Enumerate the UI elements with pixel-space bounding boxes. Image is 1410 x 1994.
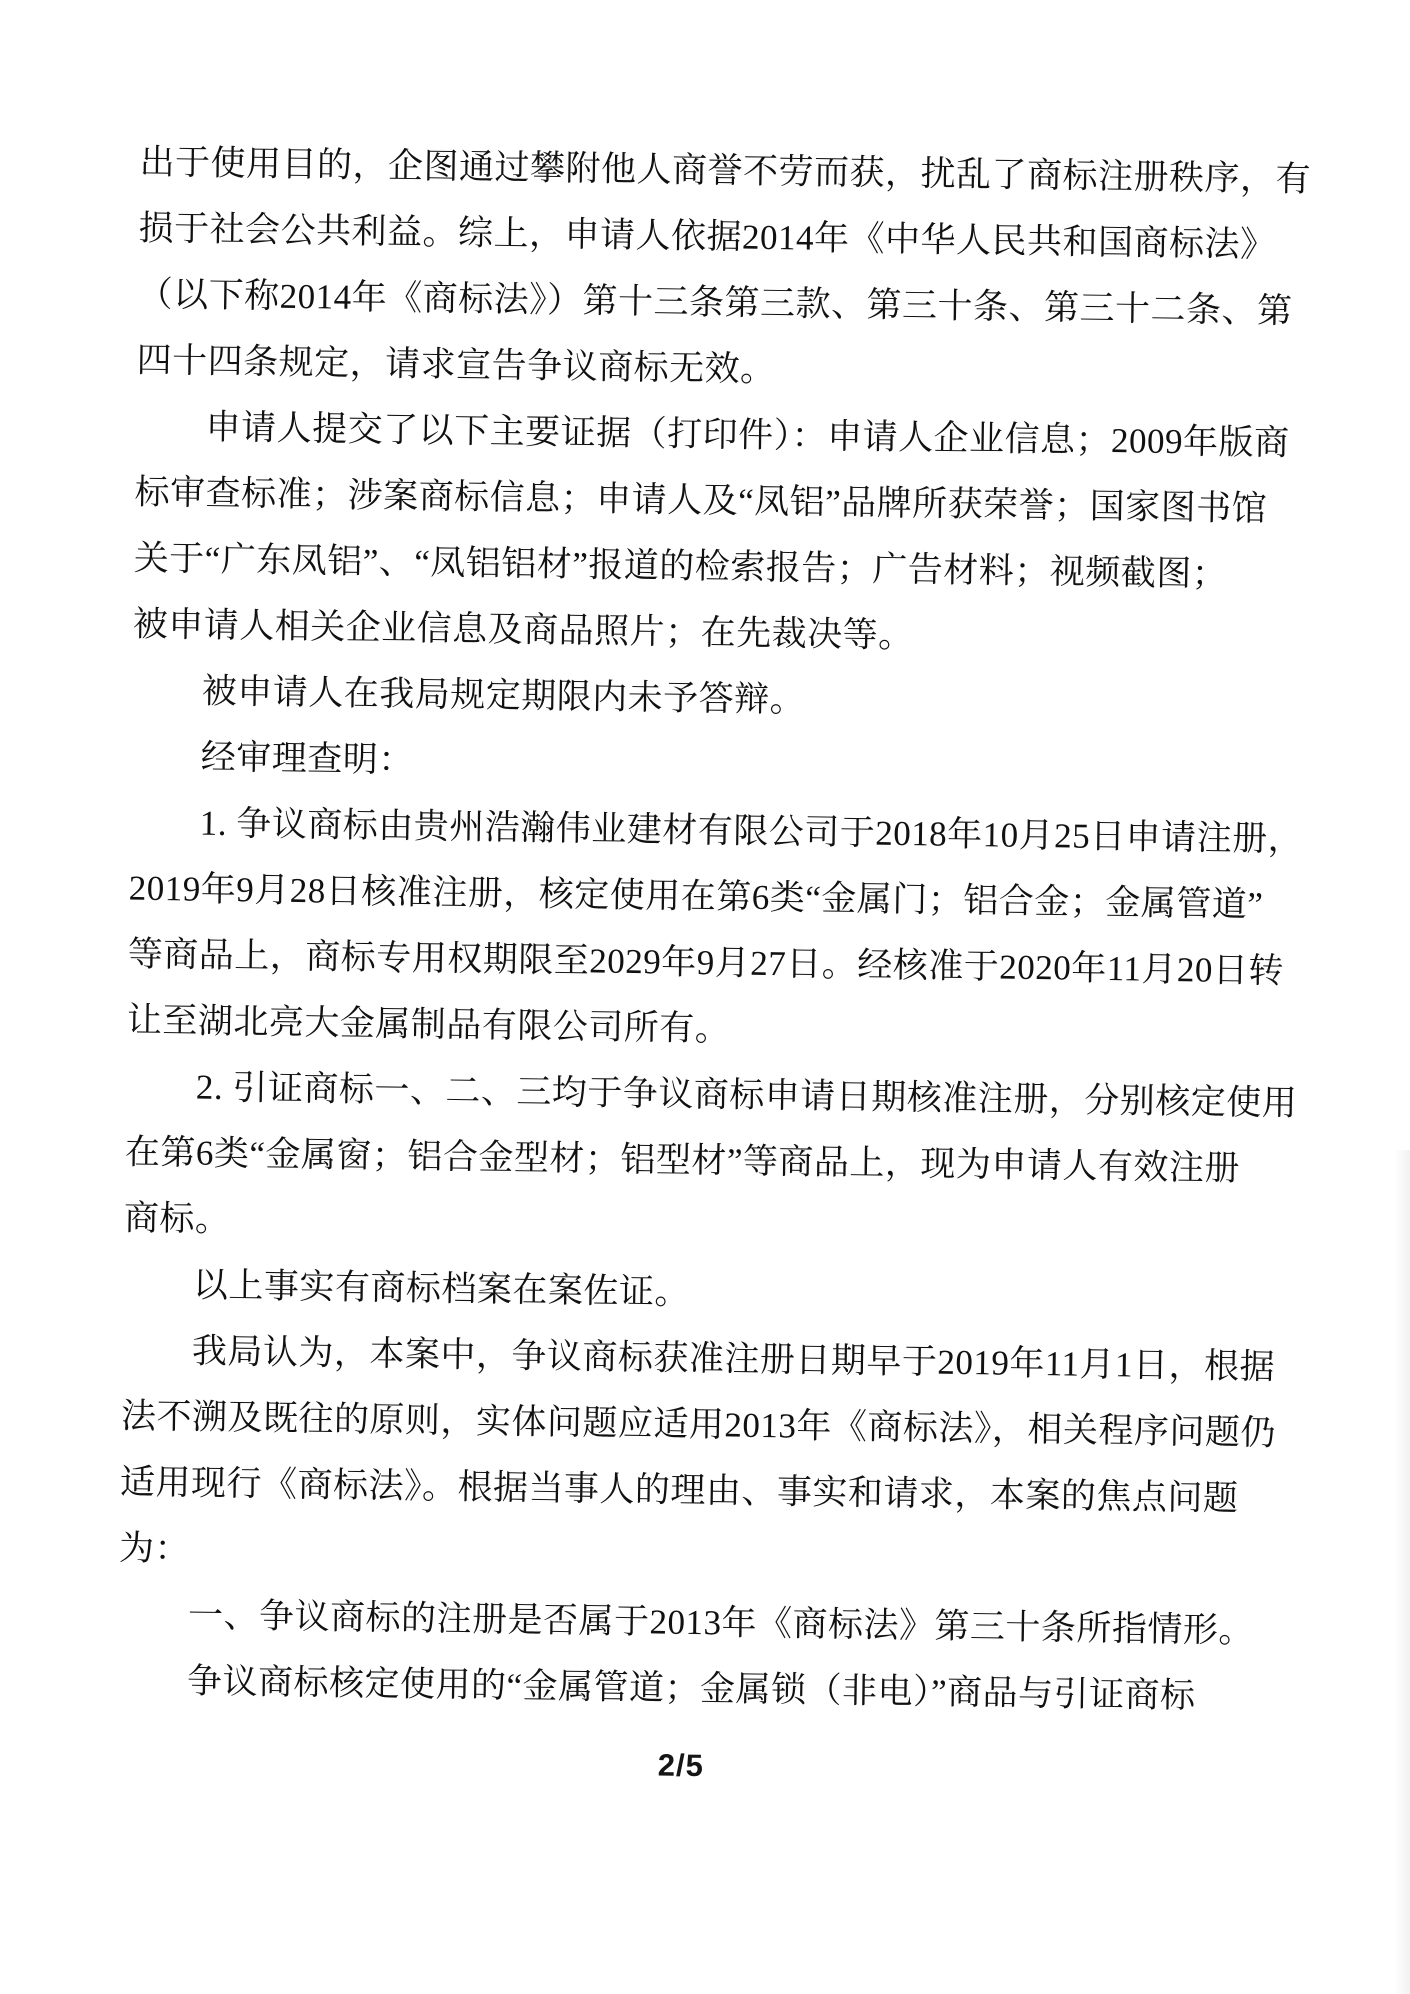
scan-artifact — [1394, 1150, 1410, 1994]
text-line: 商标。 — [123, 1198, 231, 1240]
text-line: 以上事实有商标档案在案佐证。 — [192, 1265, 691, 1312]
text-line: 适用现行《商标法》。根据当事人的理由、事实和请求，本案的焦点问题 — [119, 1462, 1239, 1519]
text-line: 在第6类“金属窗；铝合金型材；铝型材”等商品上，现为申请人有效注册 — [124, 1132, 1241, 1189]
page-number: 2/5 — [657, 1747, 705, 1784]
text-line: 出于使用目的，企图通过攀附他人商誉不劳而获，扰乱了商标注册秩序，有 — [139, 142, 1312, 199]
text-line: 2019年9月28日核准注册，核定使用在第6类“金属门；铝合金；金属管道” — [128, 868, 1264, 925]
text-line: 让至湖北亮大金属制品有限公司所有。 — [126, 1000, 731, 1049]
text-line: 2. 引证商标一、二、三均于争议商标申请日期核准注册，分别核定使用 — [195, 1067, 1298, 1123]
text-line: 被申请人在我局规定期限内未予答辩。 — [201, 671, 806, 720]
text-line: 经审理查明： — [200, 737, 415, 780]
text-line: 等商品上，商标专用权期限至2029年9月27日。经核准于2020年11月20日转 — [127, 934, 1285, 991]
text-line: 争议商标核定使用的“金属管道；金属锁（非电）”商品与引证商标 — [186, 1661, 1196, 1716]
text-line: 四十四条规定，请求宣告争议商标无效。 — [136, 340, 776, 390]
text-line: 1. 争议商标由贵州浩瀚伟业建材有限公司于2018年10月25日申请注册， — [199, 803, 1304, 859]
text-line: 一、争议商标的注册是否属于2013年《商标法》第三十条所指情形。 — [187, 1595, 1255, 1651]
document-lines — [117, 130, 1310, 1731]
text-line: 关于“广东凤铝”、“凤铝铝材”报道的检索报告；广告材料；视频截图； — [133, 538, 1228, 594]
text-line: （以下称2014年《商标法》）第十三条第三款、第三十条、第三十二条、第 — [137, 274, 1293, 331]
text-line: 被申请人相关企业信息及商品照片；在先裁决等。 — [132, 604, 914, 656]
text-line: 为： — [118, 1528, 191, 1569]
text-line: 我局认为，本案中，争议商标获准注册日期早于2019年11月1日，根据 — [191, 1331, 1276, 1387]
text-line: 标审查标准；涉案商标信息；申请人及“凤铝”品牌所获荣誉；国家图书馆 — [134, 472, 1268, 529]
text-line: 法不溯及既往的原则，实体问题应适用2013年《商标法》，相关程序问题仍 — [120, 1396, 1277, 1453]
text-line: 损于社会公共利益。综上，申请人依据2014年《中华人民共和国商标法》 — [138, 208, 1276, 265]
text-line: 申请人提交了以下主要证据（打印件）：申请人企业信息；2009年版商 — [205, 407, 1290, 463]
